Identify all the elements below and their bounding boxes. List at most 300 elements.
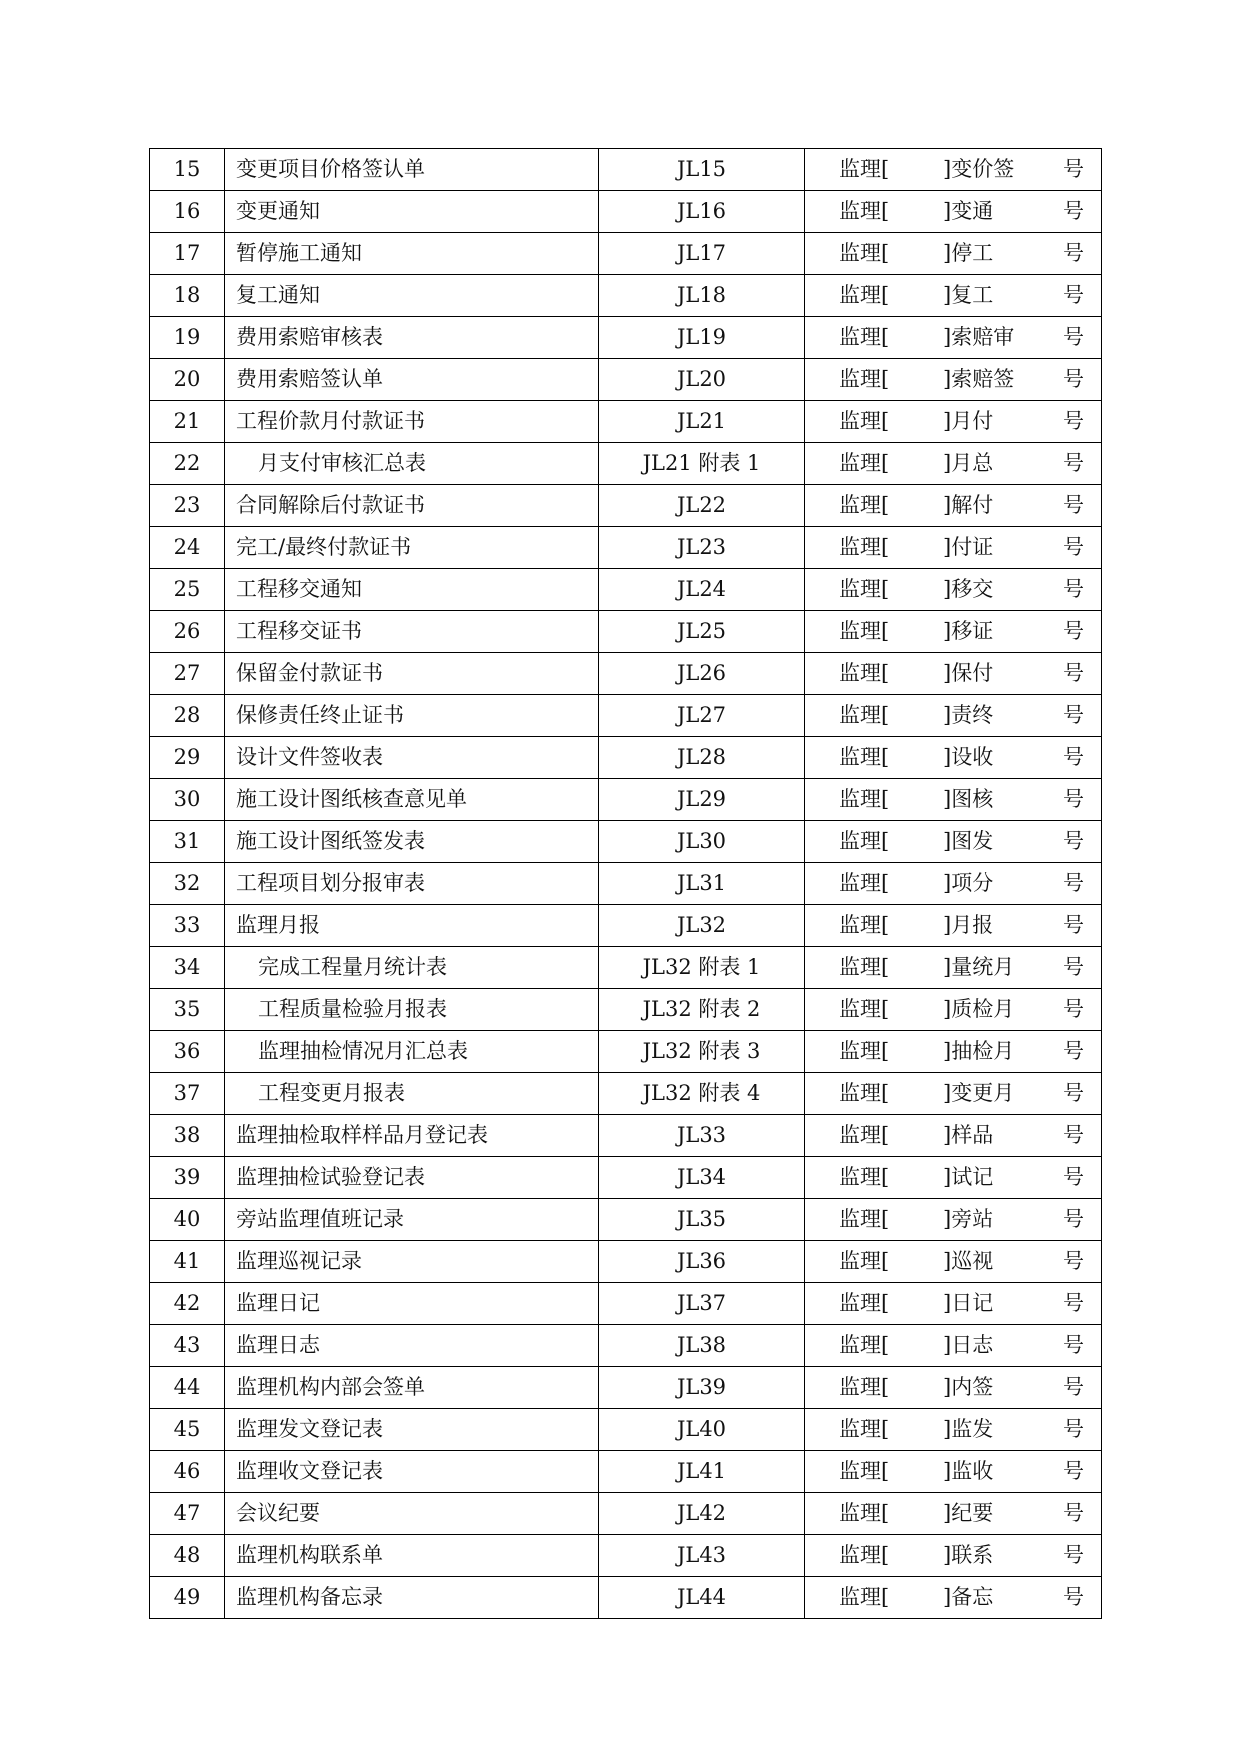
document-number-wrap — [805, 1367, 1101, 1408]
table-row — [150, 275, 1102, 317]
document-number-format — [805, 1451, 1102, 1493]
form-name: 监理抽检试验登记表 — [225, 1157, 599, 1199]
form-code: JL34 — [599, 1157, 805, 1199]
form-name: 监理发文登记表 — [225, 1409, 599, 1451]
form-code: JL35 — [599, 1199, 805, 1241]
row-number: 29 — [150, 737, 225, 779]
doc-number-prefix: 监理[ — [839, 451, 890, 475]
row-number: 22 — [150, 443, 225, 485]
form-code: JL32 附表 2 — [599, 989, 805, 1031]
row-number: 28 — [150, 695, 225, 737]
document-number-wrap — [805, 611, 1101, 652]
form-name: 监理机构备忘录 — [225, 1577, 599, 1619]
form-code: JL16 — [599, 191, 805, 233]
form-code: JL31 — [599, 863, 805, 905]
doc-number-suffix: 号 — [1063, 1459, 1084, 1483]
form-name: 费用索赔审核表 — [225, 317, 599, 359]
table-row — [150, 695, 1102, 737]
table-row — [150, 1577, 1102, 1619]
document-number-format — [805, 275, 1102, 317]
document-number-format — [805, 737, 1102, 779]
doc-number-type: ]日记 — [943, 1291, 994, 1315]
doc-number-prefix: 监理[ — [839, 535, 890, 559]
doc-number-type: ]责终 — [943, 703, 994, 727]
table-row — [150, 1241, 1102, 1283]
document-number-wrap — [805, 191, 1101, 232]
doc-number-type: ]量统月 — [943, 955, 1015, 979]
doc-number-suffix: 号 — [1063, 871, 1084, 895]
doc-number-prefix: 监理[ — [839, 703, 890, 727]
table-row — [150, 1031, 1102, 1073]
doc-number-prefix: 监理[ — [839, 493, 890, 517]
form-name: 工程移交证书 — [225, 611, 599, 653]
form-name: 暂停施工通知 — [225, 233, 599, 275]
table-row — [150, 989, 1102, 1031]
document-number-format — [805, 359, 1102, 401]
doc-number-prefix: 监理[ — [839, 325, 890, 349]
document-number-wrap — [805, 1451, 1101, 1492]
form-name: 监理机构内部会签单 — [225, 1367, 599, 1409]
doc-number-type: ]复工 — [943, 283, 994, 307]
form-code: JL23 — [599, 527, 805, 569]
form-name: 监理抽检取样样品月登记表 — [225, 1115, 599, 1157]
doc-number-suffix: 号 — [1063, 1417, 1084, 1441]
row-number: 30 — [150, 779, 225, 821]
doc-number-suffix: 号 — [1063, 955, 1084, 979]
doc-number-type: ]试记 — [943, 1165, 994, 1189]
row-number: 17 — [150, 233, 225, 275]
doc-number-suffix: 号 — [1063, 241, 1084, 265]
doc-number-type: ]变更月 — [943, 1081, 1015, 1105]
document-number-format — [805, 1157, 1102, 1199]
row-number: 42 — [150, 1283, 225, 1325]
doc-number-suffix: 号 — [1063, 1543, 1084, 1567]
doc-number-type: ]项分 — [943, 871, 994, 895]
doc-number-suffix: 号 — [1063, 787, 1084, 811]
form-name: 复工通知 — [225, 275, 599, 317]
table-row — [150, 1535, 1102, 1577]
form-code: JL32 — [599, 905, 805, 947]
doc-number-prefix: 监理[ — [839, 1207, 890, 1231]
document-number-format — [805, 1493, 1102, 1535]
document-number-wrap — [805, 1073, 1101, 1114]
doc-number-type: ]移证 — [943, 619, 994, 643]
row-number: 36 — [150, 1031, 225, 1073]
doc-number-suffix: 号 — [1063, 199, 1084, 223]
document-number-wrap — [805, 947, 1101, 988]
table-row — [150, 1325, 1102, 1367]
doc-number-prefix: 监理[ — [839, 157, 890, 181]
document-number-wrap — [805, 1283, 1101, 1324]
document-number-format — [805, 149, 1102, 191]
document-number-format — [805, 401, 1102, 443]
doc-number-prefix: 监理[ — [839, 1165, 890, 1189]
document-number-wrap — [805, 905, 1101, 946]
table-row — [150, 359, 1102, 401]
doc-number-suffix: 号 — [1063, 535, 1084, 559]
document-number-wrap — [805, 317, 1101, 358]
row-number: 16 — [150, 191, 225, 233]
doc-number-type: ]旁站 — [943, 1207, 994, 1231]
form-name: 变更通知 — [225, 191, 599, 233]
doc-number-suffix: 号 — [1063, 745, 1084, 769]
document-number-format — [805, 821, 1102, 863]
doc-number-suffix: 号 — [1063, 1585, 1084, 1609]
doc-number-type: ]设收 — [943, 745, 994, 769]
row-number: 19 — [150, 317, 225, 359]
doc-number-suffix: 号 — [1063, 157, 1084, 181]
form-name: 完工/最终付款证书 — [225, 527, 599, 569]
form-name: 监理机构联系单 — [225, 1535, 599, 1577]
document-number-format — [805, 1367, 1102, 1409]
table-row — [150, 863, 1102, 905]
document-number-wrap — [805, 233, 1101, 274]
document-number-format — [805, 611, 1102, 653]
form-name: 监理日记 — [225, 1283, 599, 1325]
doc-number-prefix: 监理[ — [839, 619, 890, 643]
document-number-wrap — [805, 1157, 1101, 1198]
form-name: 监理月报 — [225, 905, 599, 947]
form-name: 工程变更月报表 — [225, 1073, 599, 1115]
row-number: 35 — [150, 989, 225, 1031]
document-number-format — [805, 653, 1102, 695]
doc-number-suffix: 号 — [1063, 1249, 1084, 1273]
document-number-format — [805, 1241, 1102, 1283]
doc-number-suffix: 号 — [1063, 829, 1084, 853]
form-code: JL32 附表 4 — [599, 1073, 805, 1115]
row-number: 44 — [150, 1367, 225, 1409]
row-number: 15 — [150, 149, 225, 191]
doc-number-prefix: 监理[ — [839, 829, 890, 853]
doc-number-suffix: 号 — [1063, 1207, 1084, 1231]
doc-number-prefix: 监理[ — [839, 1543, 890, 1567]
doc-number-suffix: 号 — [1063, 1123, 1084, 1147]
doc-number-suffix: 号 — [1063, 367, 1084, 391]
form-name: 监理收文登记表 — [225, 1451, 599, 1493]
form-code: JL24 — [599, 569, 805, 611]
form-code: JL41 — [599, 1451, 805, 1493]
document-number-wrap — [805, 1409, 1101, 1450]
table-row — [150, 443, 1102, 485]
table-row — [150, 1157, 1102, 1199]
document-number-wrap — [805, 149, 1101, 190]
table-body — [150, 149, 1102, 1619]
document-number-wrap — [805, 1535, 1101, 1576]
document-number-wrap — [805, 401, 1101, 442]
document-number-wrap — [805, 527, 1101, 568]
doc-number-prefix: 监理[ — [839, 409, 890, 433]
table-row — [150, 317, 1102, 359]
doc-number-type: ]移交 — [943, 577, 994, 601]
doc-number-type: ]备忘 — [943, 1585, 994, 1609]
document-number-format — [805, 1031, 1102, 1073]
doc-number-type: ]纪要 — [943, 1501, 994, 1525]
row-number: 41 — [150, 1241, 225, 1283]
doc-number-prefix: 监理[ — [839, 997, 890, 1021]
document-number-format — [805, 779, 1102, 821]
form-code: JL39 — [599, 1367, 805, 1409]
document-number-format — [805, 527, 1102, 569]
doc-number-type: ]停工 — [943, 241, 994, 265]
form-code: JL20 — [599, 359, 805, 401]
doc-number-prefix: 监理[ — [839, 577, 890, 601]
form-code: JL21 — [599, 401, 805, 443]
table-row — [150, 1115, 1102, 1157]
doc-number-type: ]日志 — [943, 1333, 994, 1357]
form-name: 月支付审核汇总表 — [225, 443, 599, 485]
table-row — [150, 1493, 1102, 1535]
doc-number-type: ]月报 — [943, 913, 994, 937]
document-number-format — [805, 1073, 1102, 1115]
document-number-wrap — [805, 1199, 1101, 1240]
document-number-format — [805, 1199, 1102, 1241]
doc-number-type: ]样品 — [943, 1123, 994, 1147]
document-number-format — [805, 695, 1102, 737]
doc-number-prefix: 监理[ — [839, 1081, 890, 1105]
form-name: 会议纪要 — [225, 1493, 599, 1535]
document-number-wrap — [805, 569, 1101, 610]
row-number: 40 — [150, 1199, 225, 1241]
row-number: 33 — [150, 905, 225, 947]
row-number: 25 — [150, 569, 225, 611]
doc-number-type: ]付证 — [943, 535, 994, 559]
table-row — [150, 779, 1102, 821]
form-code: JL38 — [599, 1325, 805, 1367]
document-number-wrap — [805, 695, 1101, 736]
row-number: 39 — [150, 1157, 225, 1199]
form-index-table — [149, 148, 1102, 1619]
document-number-format — [805, 1325, 1102, 1367]
table-row — [150, 821, 1102, 863]
doc-number-prefix: 监理[ — [839, 871, 890, 895]
doc-number-suffix: 号 — [1063, 1291, 1084, 1315]
document-number-format — [805, 905, 1102, 947]
form-code: JL32 附表 1 — [599, 947, 805, 989]
doc-number-prefix: 监理[ — [839, 787, 890, 811]
document-number-format — [805, 1535, 1102, 1577]
doc-number-type: ]索赔审 — [943, 325, 1015, 349]
doc-number-type: ]变价签 — [943, 157, 1015, 181]
row-number: 47 — [150, 1493, 225, 1535]
doc-number-prefix: 监理[ — [839, 745, 890, 769]
document-number-wrap — [805, 653, 1101, 694]
document-number-wrap — [805, 1325, 1101, 1366]
document-number-format — [805, 317, 1102, 359]
form-code: JL37 — [599, 1283, 805, 1325]
table-row — [150, 947, 1102, 989]
document-number-wrap — [805, 821, 1101, 862]
row-number: 31 — [150, 821, 225, 863]
document-number-wrap — [805, 1031, 1101, 1072]
doc-number-suffix: 号 — [1063, 325, 1084, 349]
form-name: 合同解除后付款证书 — [225, 485, 599, 527]
doc-number-type: ]监发 — [943, 1417, 994, 1441]
document-number-wrap — [805, 485, 1101, 526]
row-number: 34 — [150, 947, 225, 989]
form-name: 设计文件签收表 — [225, 737, 599, 779]
doc-number-type: ]图核 — [943, 787, 994, 811]
form-name: 完成工程量月统计表 — [225, 947, 599, 989]
doc-number-type: ]质检月 — [943, 997, 1015, 1021]
form-code: JL33 — [599, 1115, 805, 1157]
form-code: JL32 附表 3 — [599, 1031, 805, 1073]
doc-number-suffix: 号 — [1063, 1081, 1084, 1105]
doc-number-prefix: 监理[ — [839, 1291, 890, 1315]
doc-number-suffix: 号 — [1063, 619, 1084, 643]
document-number-format — [805, 443, 1102, 485]
doc-number-type: ]解付 — [943, 493, 994, 517]
doc-number-type: ]月总 — [943, 451, 994, 475]
document-number-wrap — [805, 443, 1101, 484]
document-number-format — [805, 947, 1102, 989]
doc-number-suffix: 号 — [1063, 661, 1084, 685]
doc-number-suffix: 号 — [1063, 283, 1084, 307]
doc-number-prefix: 监理[ — [839, 1459, 890, 1483]
form-code: JL28 — [599, 737, 805, 779]
form-code: JL17 — [599, 233, 805, 275]
row-number: 43 — [150, 1325, 225, 1367]
row-number: 46 — [150, 1451, 225, 1493]
document-number-wrap — [805, 779, 1101, 820]
form-code: JL21 附表 1 — [599, 443, 805, 485]
form-code: JL26 — [599, 653, 805, 695]
row-number: 27 — [150, 653, 225, 695]
form-code: JL30 — [599, 821, 805, 863]
document-number-wrap — [805, 1493, 1101, 1534]
table-row — [150, 485, 1102, 527]
doc-number-prefix: 监理[ — [839, 661, 890, 685]
row-number: 38 — [150, 1115, 225, 1157]
doc-number-suffix: 号 — [1063, 409, 1084, 433]
form-name: 工程价款月付款证书 — [225, 401, 599, 443]
form-code: JL40 — [599, 1409, 805, 1451]
table-row — [150, 401, 1102, 443]
doc-number-prefix: 监理[ — [839, 955, 890, 979]
document-number-format — [805, 989, 1102, 1031]
doc-number-prefix: 监理[ — [839, 1249, 890, 1273]
form-code: JL36 — [599, 1241, 805, 1283]
form-name: 监理巡视记录 — [225, 1241, 599, 1283]
table-row — [150, 653, 1102, 695]
form-name: 监理抽检情况月汇总表 — [225, 1031, 599, 1073]
table-row — [150, 1367, 1102, 1409]
form-name: 工程质量检验月报表 — [225, 989, 599, 1031]
row-number: 26 — [150, 611, 225, 653]
doc-number-suffix: 号 — [1063, 1039, 1084, 1063]
doc-number-type: ]内签 — [943, 1375, 994, 1399]
doc-number-suffix: 号 — [1063, 1375, 1084, 1399]
form-code: JL25 — [599, 611, 805, 653]
doc-number-prefix: 监理[ — [839, 283, 890, 307]
form-name: 保修责任终止证书 — [225, 695, 599, 737]
table-row — [150, 1199, 1102, 1241]
document-number-format — [805, 569, 1102, 611]
table-row — [150, 233, 1102, 275]
form-name: 费用索赔签认单 — [225, 359, 599, 401]
form-code: JL29 — [599, 779, 805, 821]
form-code: JL22 — [599, 485, 805, 527]
table-row — [150, 1409, 1102, 1451]
form-code: JL15 — [599, 149, 805, 191]
row-number: 20 — [150, 359, 225, 401]
table-row — [150, 905, 1102, 947]
row-number: 18 — [150, 275, 225, 317]
doc-number-prefix: 监理[ — [839, 1417, 890, 1441]
row-number: 21 — [150, 401, 225, 443]
table-row — [150, 149, 1102, 191]
doc-number-prefix: 监理[ — [839, 913, 890, 937]
form-name: 变更项目价格签认单 — [225, 149, 599, 191]
form-code: JL27 — [599, 695, 805, 737]
doc-number-type: ]巡视 — [943, 1249, 994, 1273]
doc-number-prefix: 监理[ — [839, 367, 890, 391]
table-row — [150, 737, 1102, 779]
form-code: JL44 — [599, 1577, 805, 1619]
doc-number-suffix: 号 — [1063, 493, 1084, 517]
form-name: 保留金付款证书 — [225, 653, 599, 695]
form-code: JL19 — [599, 317, 805, 359]
document-number-wrap — [805, 1241, 1101, 1282]
doc-number-prefix: 监理[ — [839, 1375, 890, 1399]
row-number: 24 — [150, 527, 225, 569]
document-number-wrap — [805, 359, 1101, 400]
doc-number-type: ]索赔签 — [943, 367, 1015, 391]
table-row — [150, 1073, 1102, 1115]
table-row — [150, 1283, 1102, 1325]
form-name: 施工设计图纸核查意见单 — [225, 779, 599, 821]
row-number: 48 — [150, 1535, 225, 1577]
document-number-wrap — [805, 275, 1101, 316]
document-number-wrap — [805, 863, 1101, 904]
doc-number-prefix: 监理[ — [839, 1039, 890, 1063]
doc-number-type: ]联系 — [943, 1543, 994, 1567]
table-row — [150, 527, 1102, 569]
document-number-wrap — [805, 737, 1101, 778]
doc-number-type: ]变通 — [943, 199, 994, 223]
doc-number-prefix: 监理[ — [839, 1123, 890, 1147]
doc-number-suffix: 号 — [1063, 997, 1084, 1021]
form-name: 旁站监理值班记录 — [225, 1199, 599, 1241]
document-number-format — [805, 233, 1102, 275]
table-row — [150, 611, 1102, 653]
document-number-format — [805, 1283, 1102, 1325]
document-number-format — [805, 1409, 1102, 1451]
row-number: 37 — [150, 1073, 225, 1115]
doc-number-type: ]图发 — [943, 829, 994, 853]
row-number: 23 — [150, 485, 225, 527]
document-number-format — [805, 485, 1102, 527]
document-number-format — [805, 191, 1102, 233]
document-number-format — [805, 1577, 1102, 1619]
doc-number-prefix: 监理[ — [839, 1333, 890, 1357]
doc-number-suffix: 号 — [1063, 451, 1084, 475]
form-name: 工程项目划分报审表 — [225, 863, 599, 905]
table-row — [150, 191, 1102, 233]
doc-number-type: ]监收 — [943, 1459, 994, 1483]
document-number-wrap — [805, 989, 1101, 1030]
table-row — [150, 569, 1102, 611]
table-row — [150, 1451, 1102, 1493]
row-number: 49 — [150, 1577, 225, 1619]
row-number: 32 — [150, 863, 225, 905]
form-name: 施工设计图纸签发表 — [225, 821, 599, 863]
doc-number-suffix: 号 — [1063, 1501, 1084, 1525]
form-code: JL42 — [599, 1493, 805, 1535]
row-number: 45 — [150, 1409, 225, 1451]
document-number-wrap — [805, 1115, 1101, 1156]
doc-number-prefix: 监理[ — [839, 199, 890, 223]
document-number-format — [805, 863, 1102, 905]
